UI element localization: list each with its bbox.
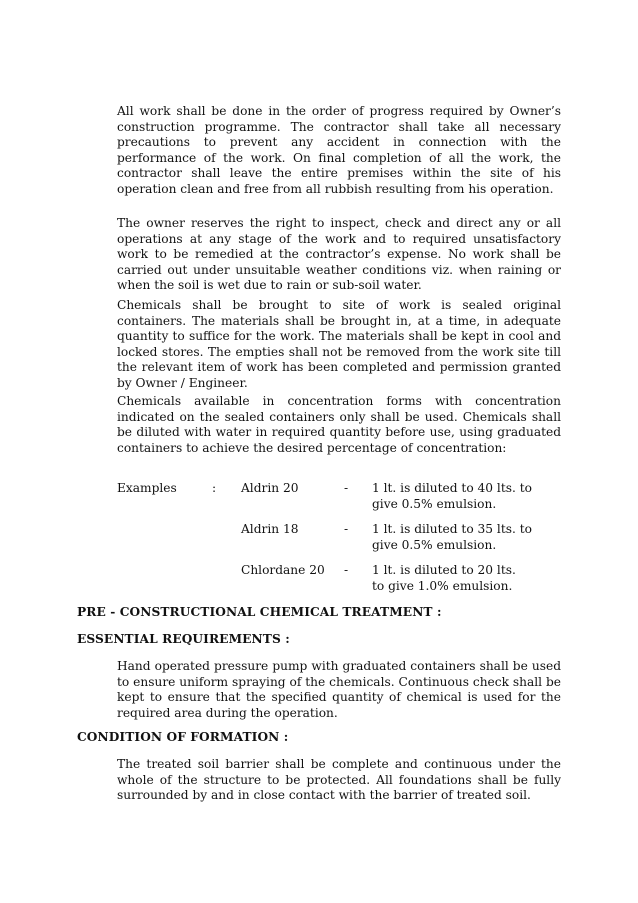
example-chemical: Aldrin 18: [241, 522, 299, 536]
example-description-line: give 0.5% emulsion.: [372, 537, 497, 552]
paragraph-work-order: All work shall be done in the order of progress required by Owner’s construction programme. The contractor shall take all necessary precautions to prevent any accident in connection with the performance of the work. On final completion of all the work, the contractor shall leave the entire premises within the site of his operation clean and free from all rubbish resulting from his operation.: [117, 104, 561, 196]
paragraph-chemicals-delivery: Chemicals shall be brought to site of work is sealed original containers. The materials shall be brought in, at a time, in adequate quantity to suffice for the work. The materials shall be kept in cool and locked stores. The empties shall not be removed from the work site till the relevant item of work has been completed and permission granted by Owner / Engineer.: [117, 298, 561, 390]
heading-pre-constructional: PRE - CONSTRUCTIONAL CHEMICAL TREATMENT :: [77, 605, 442, 619]
paragraph-essential-requirements: Hand operated pressure pump with graduated containers shall be used to ensure uniform spraying of the chemicals. Continuous check shall be kept to ensure that the specified quantity of chemical is used for the required area during the operation.: [117, 659, 561, 720]
example-description-line: 1 lt. is diluted to 35 lts. to: [372, 522, 532, 536]
heading-essential-requirements: ESSENTIAL REQUIREMENTS :: [77, 632, 290, 646]
paragraph-owner-rights: The owner reserves the right to inspect, check and direct any or all operations at any stage of the work and to required unsatisfactory work to be remedied at the contractor’s expense. No work shall be carried out under unsuitable weather conditions viz. when raining or when the soil is wet due to rain or sub-soil water.: [117, 216, 561, 293]
example-dash: -: [344, 481, 349, 495]
paragraph-condition-of-formation: The treated soil barrier shall be complete and continuous under the whole of the structure to be protected. All foundations shall be fully surrounded by and in close contact with the barrier of treated soil.: [117, 757, 561, 803]
example-description-line: to give 1.0% emulsion.: [372, 578, 513, 593]
example-description: [372, 522, 572, 553]
heading-condition-of-formation: CONDITION OF FORMATION :: [77, 730, 289, 744]
examples-colon: :: [212, 481, 217, 495]
paragraph-chemicals-concentration: Chemicals available in concentration forms with concentration indicated on the sealed containers only shall be used. Chemicals shall be diluted with water in required quantity before use, using graduated containers to achieve the desired percentage of concentration:: [117, 394, 561, 455]
examples-label: Examples: [117, 481, 177, 495]
example-description: [372, 481, 572, 512]
example-description-line: 1 lt. is diluted to 40 lts. to: [372, 481, 532, 495]
example-chemical: Aldrin 20: [241, 481, 299, 495]
example-dash: -: [344, 563, 349, 577]
example-row: [117, 481, 577, 515]
example-description: [372, 563, 572, 594]
example-dash: -: [344, 522, 349, 536]
example-row: [117, 563, 577, 597]
example-description-line: give 0.5% emulsion.: [372, 496, 497, 511]
example-row: [117, 522, 577, 556]
example-description-line: 1 lt. is diluted to 20 lts.: [372, 563, 516, 577]
example-chemical: Chlordane 20: [241, 563, 325, 577]
